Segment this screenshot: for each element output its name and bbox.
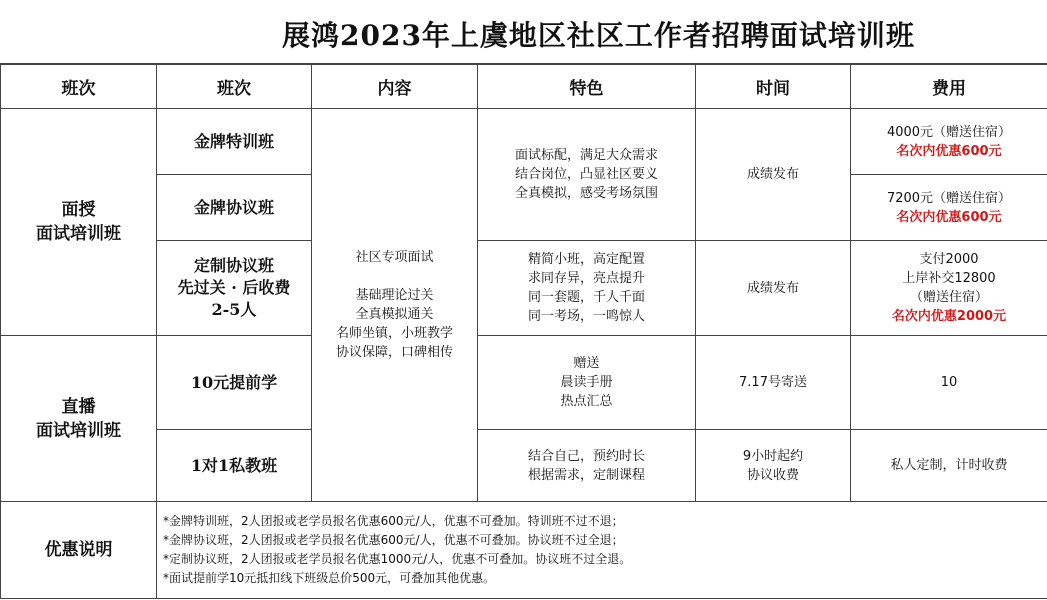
col-header-group: 班次: [1, 65, 157, 109]
note-line: *金牌协议班，2人团报或老学员报名优惠600元/人，优惠不可叠加。协议班不过全退；: [163, 533, 624, 547]
col-header-content: 内容: [312, 65, 478, 109]
page-title: 展鸿2023年上虞地区社区工作者招聘面试培训班: [282, 19, 915, 52]
class-gold-special: 金牌特训班: [157, 109, 312, 175]
title-bar: [0, 0, 1047, 64]
time-early: 7.17号寄送: [696, 336, 851, 430]
col-header-time: 时间: [696, 65, 851, 109]
col-header-class: 班次: [157, 65, 312, 109]
col-header-features: 特色: [478, 65, 696, 109]
table-row: [1, 241, 1047, 336]
table-row: [1, 109, 1047, 175]
fee-early: 10: [851, 336, 1047, 430]
course-table: [0, 64, 1047, 599]
discount-row: [1, 502, 1047, 599]
class-gold-agreement: 金牌协议班: [157, 175, 312, 241]
fee-custom: 支付2000 上岸补交12800 （赠送住宿） 名次内优惠2000元: [851, 241, 1047, 336]
header-row: [1, 65, 1047, 109]
class-early: 10元提前学: [157, 336, 312, 430]
group-live: 直播 面试培训班: [1, 336, 157, 502]
features-one-on-one: 结合自己，预约时长 根据需求，定制课程: [478, 430, 696, 502]
discount-label: 优惠说明: [1, 502, 157, 599]
col-header-fee: 费用: [851, 65, 1047, 109]
time-one-on-one: 9小时起约 协议收费: [696, 430, 851, 502]
table-row: [1, 430, 1047, 502]
note-line: *定制协议班，2人团报或老学员报名优惠1000元/人，优惠不可叠加。协议班不过全退。: [163, 552, 632, 566]
fee-gold-agreement: 7200元（赠送住宿） 名次内优惠600元: [851, 175, 1047, 241]
discount-notes: [157, 502, 1047, 599]
time-gold: 成绩发布: [696, 109, 851, 241]
note-line: *金牌特训班，2人团报或老学员报名优惠600元/人，优惠不可叠加。特训班不过不退；: [163, 514, 624, 528]
group-face-to-face: 面授 面试培训班: [1, 109, 157, 336]
note-line: *面试提前学10元抵扣线下班级总价500元，可叠加其他优惠。: [163, 571, 496, 585]
content-cell: 社区专项面试 基础理论过关 全真模拟通关 名师坐镇，小班教学 协议保障，口碑相传: [312, 109, 478, 502]
time-custom: 成绩发布: [696, 241, 851, 336]
features-gold: 面试标配，满足大众需求 结合岗位，凸显社区要义 全真模拟，感受考场氛围: [478, 109, 696, 241]
fee-one-on-one: 私人定制，计时收费: [851, 430, 1047, 502]
table-row: [1, 336, 1047, 430]
fee-gold-special: 4000元（赠送住宿） 名次内优惠600元: [851, 109, 1047, 175]
class-custom: 定制协议班 先过关 · 后收费 2-5人: [157, 241, 312, 336]
class-one-on-one: 1对1私教班: [157, 430, 312, 502]
features-custom: 精简小班，高定配置 求同存异，亮点提升 同一套题，千人千面 同一考场，一鸣惊人: [478, 241, 696, 336]
features-early: 赠送 晨读手册 热点汇总: [478, 336, 696, 430]
